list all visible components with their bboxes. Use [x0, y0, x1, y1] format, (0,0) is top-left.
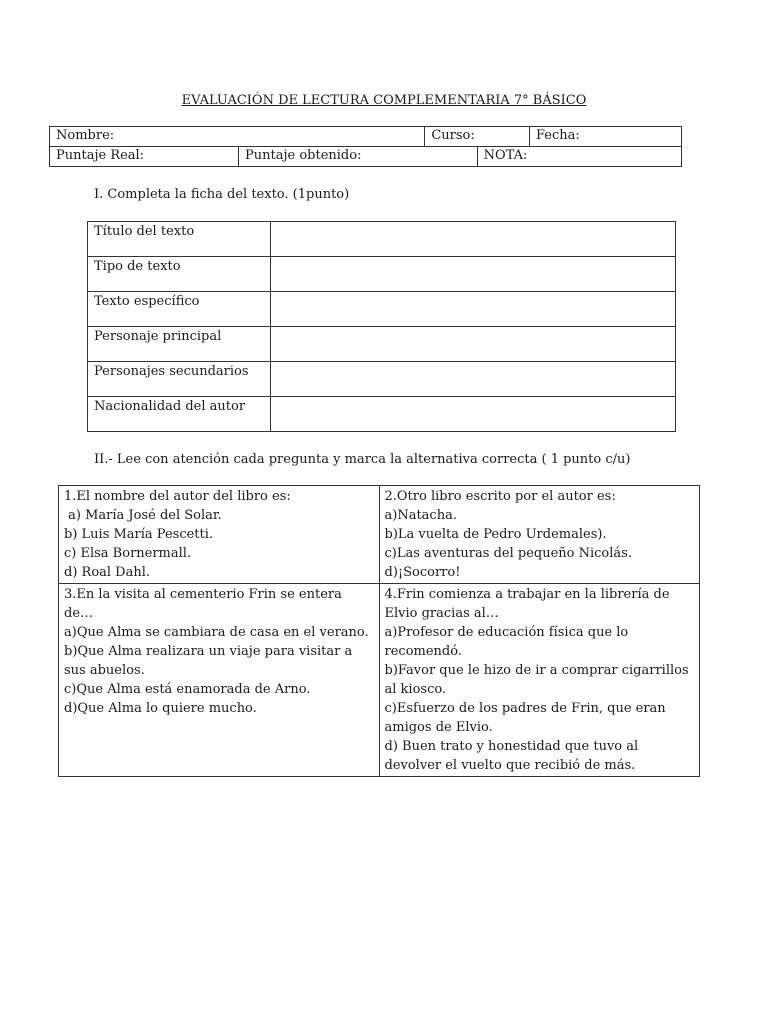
- answer-cell[interactable]: [271, 222, 676, 257]
- option-d[interactable]: d)¡Socorro!: [384, 565, 461, 580]
- real-score-field[interactable]: Puntaje Real:: [50, 147, 239, 167]
- question-stem: 1.El nombre del autor del libro es:: [64, 489, 291, 504]
- option-c[interactable]: c) Elsa Bornermall.: [64, 546, 192, 561]
- answer-cell[interactable]: [271, 327, 676, 362]
- questions-table: [58, 485, 700, 777]
- student-info-table: [49, 126, 682, 167]
- text-sheet-table: [87, 221, 676, 432]
- option-a[interactable]: a)Profesor de educación física que lo recomendó.: [384, 625, 629, 659]
- obtained-score-field[interactable]: Puntaje obtenido:: [239, 147, 478, 167]
- answer-cell[interactable]: [271, 362, 676, 397]
- answer-cell[interactable]: [271, 292, 676, 327]
- page-title: EVALUACIÓN DE LECTURA COMPLEMENTARIA 7° BÁSICO: [181, 93, 587, 108]
- row-label: Personaje principal: [88, 327, 271, 362]
- option-c[interactable]: c)Que Alma está enamorada de Arno.: [64, 682, 311, 697]
- question-3: [59, 584, 380, 777]
- option-d[interactable]: d)Que Alma lo quiere mucho.: [64, 701, 257, 716]
- row-label: Título del texto: [88, 222, 271, 257]
- table-row: [88, 397, 676, 432]
- table-row: [88, 257, 676, 292]
- question-stem: 2.Otro libro escrito por el autor es:: [384, 489, 616, 504]
- answer-cell[interactable]: [271, 397, 676, 432]
- question-stem: 3.En la visita al cementerio Frin se entera de…: [64, 587, 342, 621]
- option-c[interactable]: c)Esfuerzo de los padres de Frin, que eran amigos de Elvio.: [384, 701, 666, 735]
- option-d[interactable]: d) Roal Dahl.: [64, 565, 151, 580]
- name-field[interactable]: Nombre:: [50, 127, 425, 147]
- row-label: Personajes secundarios: [88, 362, 271, 397]
- table-row: [88, 362, 676, 397]
- option-b[interactable]: b) Luis María Pescetti.: [64, 527, 214, 542]
- table-row: [88, 222, 676, 257]
- question-4: [379, 584, 700, 777]
- option-b[interactable]: b)Que Alma realizara un viaje para visitar a sus abuelos.: [64, 644, 353, 678]
- table-row: [88, 327, 676, 362]
- section-1-heading: I. Completa la ficha del texto. (1punto): [94, 187, 350, 202]
- date-field[interactable]: Fecha:: [530, 127, 682, 147]
- question-2: [379, 486, 700, 584]
- course-field[interactable]: Curso:: [425, 127, 530, 147]
- option-a[interactable]: a) María José del Solar.: [64, 508, 222, 523]
- grade-field[interactable]: NOTA:: [477, 147, 681, 167]
- option-a[interactable]: a)Natacha.: [384, 508, 457, 523]
- option-d[interactable]: d) Buen trato y honestidad que tuvo al devolver el vuelto que recibió de más.: [384, 739, 639, 773]
- row-label: Tipo de texto: [88, 257, 271, 292]
- question-1: [59, 486, 380, 584]
- section-2-heading: II.- Lee con atención cada pregunta y marca la alternativa correcta ( 1 punto c/u): [94, 452, 631, 467]
- option-a[interactable]: a)Que Alma se cambiara de casa en el verano.: [64, 625, 369, 640]
- question-stem: 4.Frin comienza a trabajar en la librería de Elvio gracias al…: [384, 587, 670, 621]
- answer-cell[interactable]: [271, 257, 676, 292]
- option-c[interactable]: c)Las aventuras del pequeño Nicolás.: [384, 546, 632, 561]
- row-label: Nacionalidad del autor: [88, 397, 271, 432]
- option-b[interactable]: b)Favor que le hizo de ir a comprar cigarrillos al kiosco.: [384, 663, 689, 697]
- row-label: Texto específico: [88, 292, 271, 327]
- option-b[interactable]: b)La vuelta de Pedro Urdemales).: [384, 527, 607, 542]
- table-row: [88, 292, 676, 327]
